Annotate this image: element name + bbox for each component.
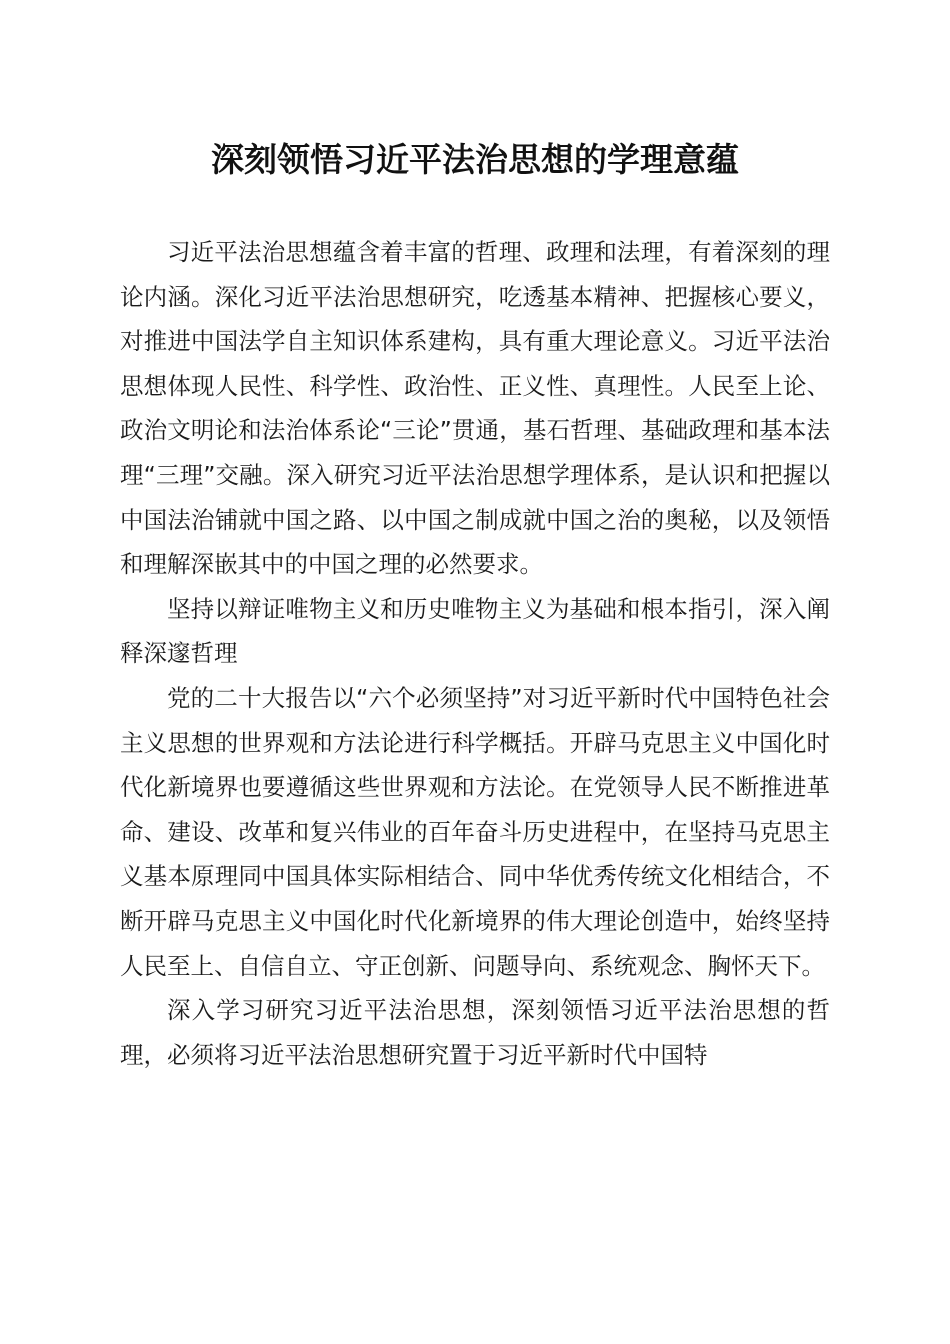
document-title: 深刻领悟习近平法治思想的学理意蕴	[211, 140, 739, 179]
paragraph-intro: 习近平法治思想蕴含着丰富的哲理、政理和法理，有着深刻的理论内涵。深化习近平法治思想研究，吃透基本精神、把握核心要义，对推进中国法学自主知识体系建构，具有重大理论意义。习近平法治思想体现人民性、科学性、政治性、正义性、真理性。人民至上论、政治文明论和法治体系论“三论”贯通，基石哲理、基础政理和基本法理“三理”交融。深入研究习近平法治思想学理体系，是认识和把握以中国法治铺就中国之路、以中国之制成就中国之治的奥秘，以及领悟和理解深嵌其中的中国之理的必然要求。	[120, 238, 830, 579]
paragraph-report: 党的二十大报告以“六个必须坚持”对习近平新时代中国特色社会主义思想的世界观和方法论进行科学概括。开辟马克思主义中国化时代化新境界也要遵循这些世界观和方法论。在党领导人民不断推进革命、建设、改革和复兴伟业的百年奋斗历史进程中，在坚持马克思主义基本原理同中国具体实际相结合、同中华优秀传统文化相结合，不断开辟马克思主义中国化时代化新境界的伟大理论创造中，始终坚持人民至上、自信自立、守正创新、问题导向、系统观念、胸怀天下。	[120, 683, 830, 980]
section-heading-philosophy: 坚持以辩证唯物主义和历史唯物主义为基础和根本指引，深入阐释深邃哲理	[120, 594, 830, 668]
document-body	[120, 230, 830, 1077]
paragraph-study: 深入学习研究习近平法治思想，深刻领悟习近平法治思想的哲理，必须将习近平法治思想研究置于习近平新时代中国特	[120, 996, 830, 1069]
